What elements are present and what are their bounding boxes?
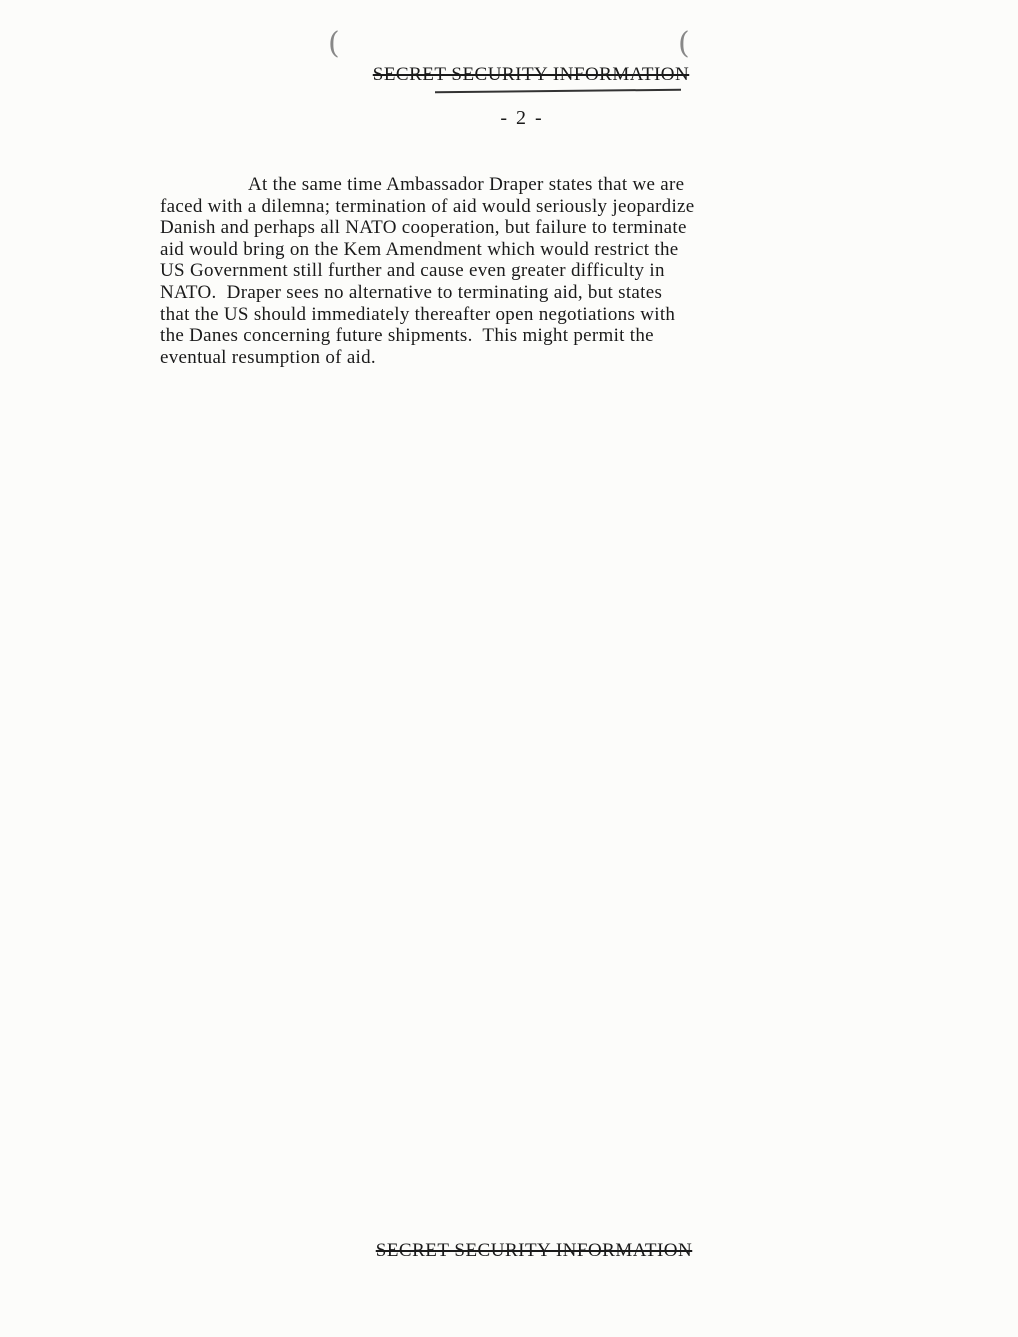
paragraph-line: that the US should immediately thereafter open negotiations with [160,303,676,325]
paragraph-line: Danish and perhaps all NATO cooperation, but failure to terminate [160,217,687,239]
punch-mark-left: ( [328,26,340,61]
paragraph-line: At the same time Ambassador Draper states that we are [248,174,685,195]
footer-classification-marking [0,1240,1018,1262]
body-paragraph [160,174,880,368]
punch-mark-right: ( [678,26,690,61]
footer-classification-text: SECRET SECURITY INFORMATION [375,1240,693,1261]
paragraph-line: US Government still further and cause even greater difficulty in [160,260,665,282]
paragraph-line: NATO. Draper sees no alternative to terminating aid, but states [160,281,663,303]
paragraph-line: eventual resumption of aid. [160,346,376,368]
header-classification-marking [0,64,1018,94]
page-number: - 2 - [500,107,544,129]
paragraph-line: faced with a dilemna; termination of aid would seriously jeopardize [160,195,695,217]
paragraph-line: aid would bring on the Kem Amendment which would restrict the [160,238,679,260]
header-classification-text: SECRET SECURITY INFORMATION [373,64,689,94]
paragraph-line: the Danes concerning future shipments. This might permit the [160,325,654,347]
